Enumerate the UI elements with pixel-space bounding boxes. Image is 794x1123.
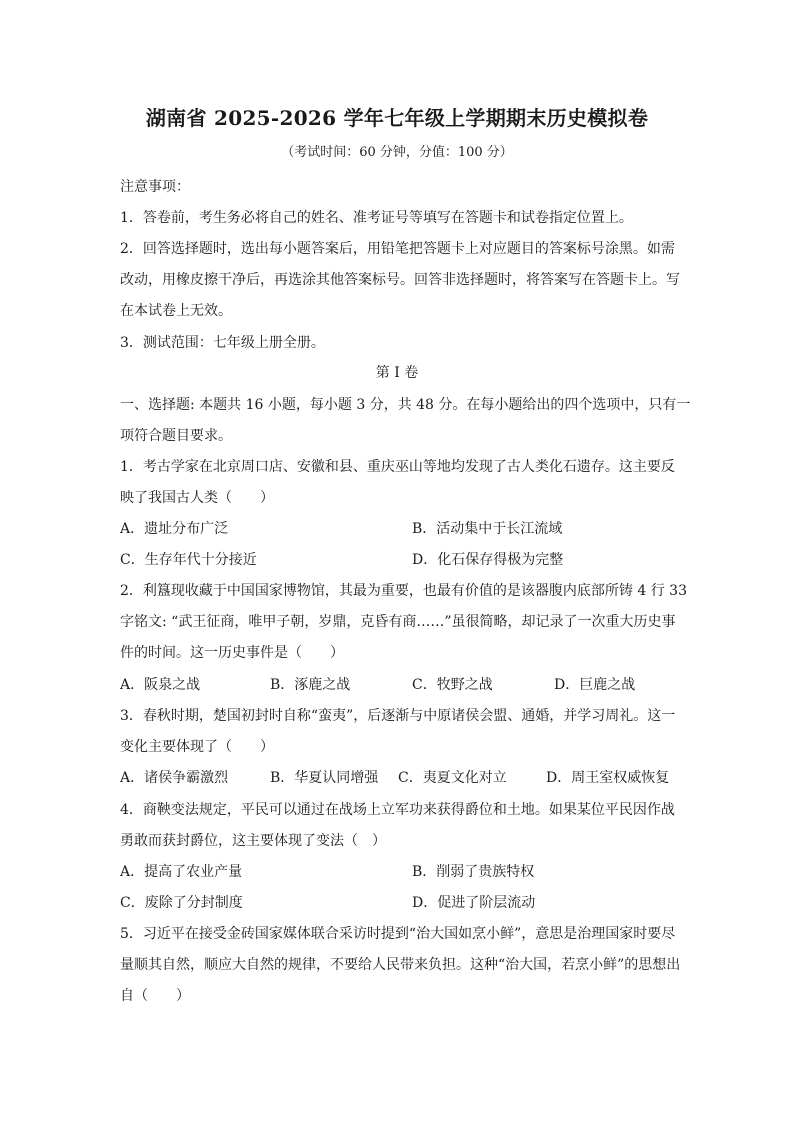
- page-title: 湖南省 2025-2026 学年七年级上学期期末历史模拟卷: [145, 106, 649, 130]
- question-3-option-a: A．诸侯争霸激烈: [120, 770, 229, 786]
- question-3-line-1: 3．春秋时期，楚国初封时自称“蛮夷”，后逐渐与中原诸侯会盟、通婚，并学习周礼。这一: [120, 708, 676, 724]
- question-2-line-2: 字铭文: “武王征商，唯甲子朝，岁鼎，克昏有商……”虽很简略，却记录了一次重大历史事: [120, 614, 676, 630]
- question-1-option-d: D．化石保存得极为完整: [412, 552, 564, 568]
- question-4-option-d: D．促进了阶层流动: [412, 895, 536, 911]
- question-3-option-d: D．周王室权威恢复: [546, 770, 670, 786]
- question-2-line-1: 2．利簋现收藏于中国国家博物馆，其最为重要，也最有价值的是该器腹内底部所铸 4 行 33: [120, 583, 687, 599]
- question-3-line-2: 变化主要体现了（ ）: [120, 739, 274, 755]
- notice-item-2-line-3: 在本试卷上无效。: [120, 303, 232, 319]
- question-1-option-c: C．生存年代十分接近: [120, 552, 257, 568]
- question-3-option-c: C．夷夏文化对立: [398, 770, 507, 786]
- question-2-option-d: D．巨鹿之战: [554, 677, 636, 693]
- exam-info: （考试时间：60 分钟，分值：100 分）: [281, 145, 513, 160]
- notice-item-2-line-2: 改动，用橡皮擦干净后，再选涂其他答案标号。回答非选择题时，将答案写在答题卡上。写: [120, 272, 680, 288]
- question-4-line-2: 勇敢而获封爵位，这主要体现了变法（ ）: [120, 833, 386, 849]
- notice-item-2-line-1: 2．回答选择题时，选出每小题答案后，用铅笔把答题卡上对应题目的答案标号涂黑。如需: [120, 241, 675, 257]
- question-1-option-a: A．遗址分布广泛: [120, 521, 229, 537]
- notice-heading: 注意事项：: [120, 179, 190, 195]
- question-4-line-1: 4．商鞅变法规定，平民可以通过在战场上立军功来获得爵位和土地。如果某位平民因作战: [120, 802, 675, 818]
- question-2-line-3: 件的时间。这一历史事件是（ ）: [120, 645, 344, 661]
- question-4-option-b: B．削弱了贵族特权: [412, 864, 535, 880]
- question-2-option-c: C．牧野之战: [412, 677, 493, 693]
- section-intro-line-2: 项符合题目要求。: [120, 428, 232, 444]
- notice-item-1: 1．答卷前，考生务必将自己的姓名、准考证号等填写在答题卡和试卷指定位置上。: [120, 210, 633, 226]
- section-label: 第 I 卷: [375, 365, 419, 381]
- question-5-line-2: 量顺其自然，顺应大自然的规律，不要给人民带来负担。这种“治大国，若烹小鲜”的思想出: [120, 957, 681, 973]
- question-1-option-b: B．活动集中于长江流域: [412, 521, 563, 537]
- notice-item-3: 3．测试范围：七年级上册全册。: [120, 335, 325, 351]
- question-5-line-3: 自（ ）: [120, 988, 190, 1004]
- question-4-option-c: C．废除了分封制度: [120, 895, 243, 911]
- question-5-line-1: 5．习近平在接受金砖国家媒体联合采访时提到“治大国如烹小鲜”，意思是治理国家时要尽: [120, 926, 676, 942]
- question-2-option-a: A．阪泉之战: [120, 677, 201, 693]
- question-1-line-1: 1．考古学家在北京周口店、安徽和县、重庆巫山等地均发现了古人类化石遗存。这主要反: [120, 459, 675, 475]
- question-4-option-a: A．提高了农业产量: [120, 864, 243, 880]
- question-1-line-2: 映了我国古人类（ ）: [120, 490, 274, 506]
- question-3-option-b: B．华夏认同增强: [270, 770, 379, 786]
- question-2-option-b: B．涿鹿之战: [270, 677, 351, 693]
- section-intro-line-1: 一、选择题: 本题共 16 小题，每小题 3 分，共 48 分。在每小题给出的四个选项中，只有一: [120, 397, 691, 413]
